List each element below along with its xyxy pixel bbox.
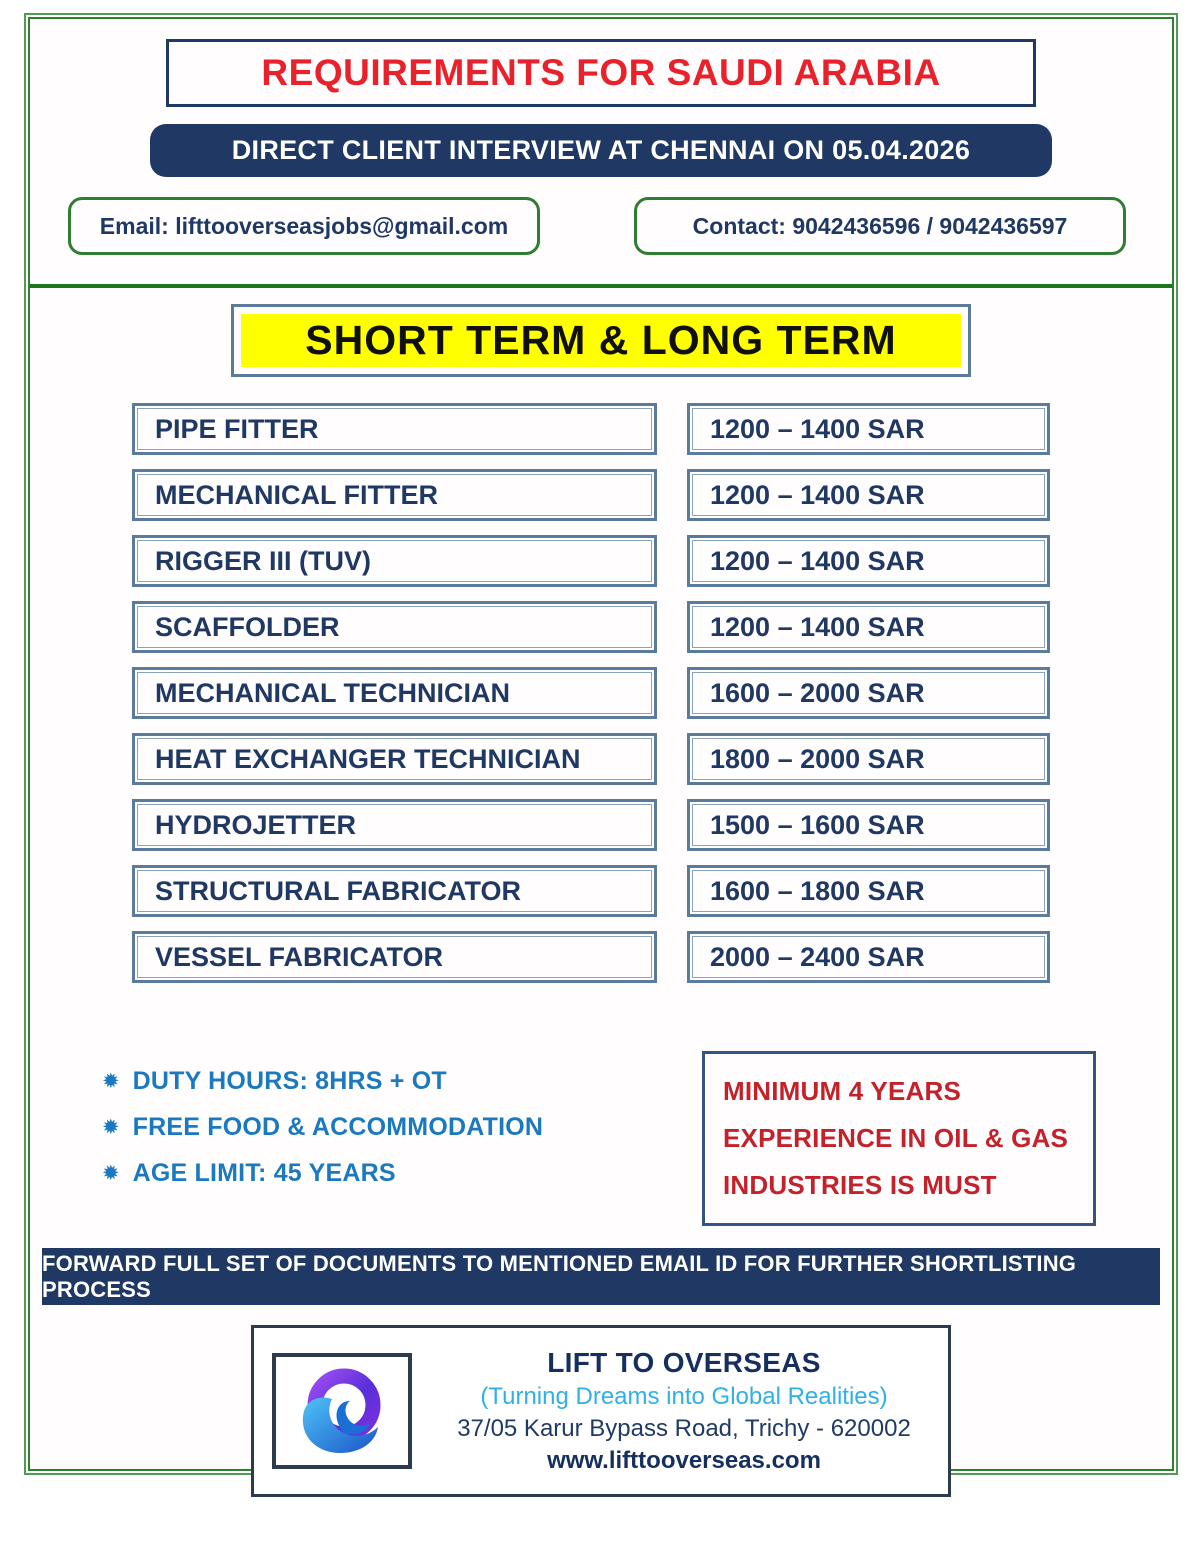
- page-title: REQUIREMENTS FOR SAUDI ARABIA: [261, 52, 941, 93]
- bullet-star-icon: ✹: [102, 1070, 120, 1093]
- list-item: [102, 1159, 543, 1188]
- benefit-label: DUTY HOURS: 8HRS + OT: [132, 1067, 447, 1095]
- outer-green-frame: [24, 13, 1178, 1475]
- job-title-cell: RIGGER III (TUV): [132, 535, 657, 587]
- job-title-cell: SCAFFOLDER: [132, 601, 657, 653]
- company-info: [438, 1347, 930, 1475]
- experience-line: EXPERIENCE IN OIL & GAS: [723, 1123, 1069, 1153]
- experience-line: INDUSTRIES IS MUST: [723, 1170, 997, 1200]
- job-salary-cell: 1600 – 1800 SAR: [687, 865, 1050, 917]
- company-footer-box: [251, 1325, 951, 1497]
- job-title-cell: HYDROJETTER: [132, 799, 657, 851]
- email-pill[interactable]: Email: lifttooverseasjobs@gmail.com: [68, 197, 540, 255]
- job-title-cell: MECHANICAL FITTER: [132, 469, 657, 521]
- job-salary-cell: 1200 – 1400 SAR: [687, 469, 1050, 521]
- title-box: [166, 39, 1036, 107]
- job-title-cell: PIPE FITTER: [132, 403, 657, 455]
- job-salary-cell: 1500 – 1600 SAR: [687, 799, 1050, 851]
- job-title-cell: HEAT EXCHANGER TECHNICIAN: [132, 733, 657, 785]
- company-address: 37/05 Karur Bypass Road, Trichy - 620002: [457, 1415, 911, 1442]
- company-logo-frame: [272, 1353, 412, 1469]
- company-website-link[interactable]: www.lifttooverseas.com: [547, 1447, 821, 1474]
- bullet-star-icon: ✹: [102, 1162, 120, 1185]
- interview-banner: DIRECT CLIENT INTERVIEW AT CHENNAI ON 05.04.2026: [150, 124, 1052, 177]
- job-salary-cell: 1200 – 1400 SAR: [687, 535, 1050, 587]
- benefits-list: [102, 1051, 543, 1205]
- job-title-cell: VESSEL FABRICATOR: [132, 931, 657, 983]
- jobs-table: [132, 403, 1172, 983]
- section-heading-box: [231, 304, 971, 377]
- job-salary-cell: 1800 – 2000 SAR: [687, 733, 1050, 785]
- job-title-cell: MECHANICAL TECHNICIAN: [132, 667, 657, 719]
- job-title-cell: STRUCTURAL FABRICATOR: [132, 865, 657, 917]
- inner-green-frame: [28, 17, 1174, 1474]
- bullet-star-icon: ✹: [102, 1116, 120, 1139]
- job-salary-cell: 2000 – 2400 SAR: [687, 931, 1050, 983]
- benefit-label: AGE LIMIT: 45 YEARS: [132, 1159, 396, 1187]
- experience-line: MINIMUM 4 YEARS: [723, 1076, 961, 1106]
- notes-section: [30, 1051, 1172, 1226]
- contact-pill[interactable]: Contact: 9042436596 / 9042436597: [634, 197, 1126, 255]
- section-heading: SHORT TERM & LONG TERM: [241, 314, 961, 367]
- job-salary-cell: 1200 – 1400 SAR: [687, 403, 1050, 455]
- list-item: [102, 1113, 543, 1142]
- job-salary-cell: 1200 – 1400 SAR: [687, 601, 1050, 653]
- list-item: [102, 1067, 543, 1096]
- header-section: [30, 39, 1172, 288]
- wave-ring-logo-icon: [292, 1361, 392, 1461]
- documents-instruction-banner: FORWARD FULL SET OF DOCUMENTS TO MENTIONED EMAIL ID FOR FURTHER SHORTLISTING PROCESS: [42, 1248, 1160, 1305]
- job-salary-cell: 1600 – 2000 SAR: [687, 667, 1050, 719]
- benefit-label: FREE FOOD & ACCOMMODATION: [132, 1113, 544, 1141]
- contact-row: [30, 197, 1172, 255]
- company-tagline: (Turning Dreams into Global Realities): [480, 1383, 888, 1410]
- experience-requirement-box: [702, 1051, 1096, 1226]
- company-name: LIFT TO OVERSEAS: [547, 1347, 821, 1378]
